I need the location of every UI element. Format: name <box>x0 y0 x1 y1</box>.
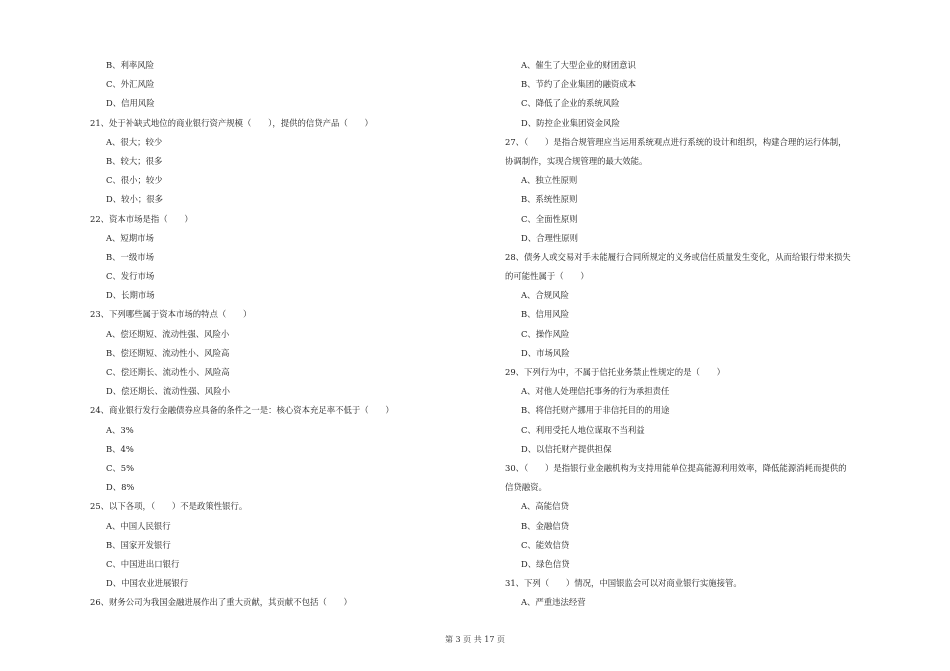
answer-option: B、利率风险 <box>106 60 155 70</box>
question-text: 27、（ ）是指合规管理应当运用系统观点进行系统的设计和组织，构建合理的运行体制， <box>505 136 847 147</box>
question-text: 31、下列（ ）情况，中国银监会可以对商业银行实施接管。 <box>505 578 742 589</box>
answer-option: C、偿还期长、流动性小、风险高 <box>106 367 230 377</box>
answer-option: A、合规风险 <box>521 290 569 301</box>
question-text: 23、下列哪些属于资本市场的特点（ ） <box>90 309 252 320</box>
answer-option: A、对他人处理信托事务的行为承担责任 <box>521 386 670 397</box>
answer-option: A、短期市场 <box>106 232 154 243</box>
right-column <box>505 56 915 612</box>
question-text: 26、财务公司为我国金融进展作出了重大贡献，其贡献不包括（ ） <box>90 597 352 608</box>
question-text: 28、债务人或交易对手未能履行合同所规定的义务或信任质量发生变化，从而给银行带来损失 <box>505 251 851 262</box>
answer-option: D、绿色信贷 <box>521 558 570 569</box>
answer-option: A、中国人民银行 <box>106 520 171 531</box>
answer-option: D、防控企业集团资金风险 <box>521 117 620 128</box>
answer-option: C、能效信贷 <box>521 539 570 550</box>
answer-option: B、4% <box>106 443 134 454</box>
answer-option: A、高能信贷 <box>521 501 569 512</box>
answer-option: B、较大；很多 <box>106 155 163 166</box>
answer-option: B、将信托财产挪用于非信托目的的用途 <box>521 405 670 416</box>
answer-option: D、以信托财产提供担保 <box>521 443 612 454</box>
answer-option: A、偿还期短、流动性强、风险小 <box>106 328 230 339</box>
answer-option: A、催生了大型企业的财团意识 <box>521 60 636 70</box>
answer-option: B、金融信贷 <box>521 520 570 531</box>
answer-option: D、长期市场 <box>106 290 155 301</box>
question-text: 21、处于补缺式地位的商业银行资产规模（ ），提供的信贷产品（ ） <box>90 117 373 128</box>
page-footer: 第 3 页 共 17 页 <box>445 635 505 644</box>
question-text: 30、（ ）是指银行业金融机构为支持用能单位提高能源利用效率，降低能源消耗而提供的 <box>505 462 847 473</box>
answer-option: C、降低了企业的系统风险 <box>521 98 620 109</box>
answer-option: C、中国进出口银行 <box>106 558 180 569</box>
answer-option: D、市场风险 <box>521 347 570 358</box>
answer-option: A、独立性原则 <box>521 175 578 186</box>
answer-option: B、国家开发银行 <box>106 539 171 550</box>
answer-option: D、较小；很多 <box>106 194 163 205</box>
question-text: 29、下列行为中，不属于信托业务禁止性规定的是（ ） <box>505 367 726 377</box>
answer-option: D、8% <box>106 482 135 493</box>
answer-option: B、节约了企业集团的融资成本 <box>521 79 637 90</box>
left-column <box>90 56 460 612</box>
answer-option: C、操作风险 <box>521 328 570 339</box>
answer-option: B、系统性原则 <box>521 194 578 205</box>
question-text: 的可能性属于（ ） <box>505 271 589 282</box>
answer-option: C、很小；较少 <box>106 175 163 186</box>
answer-option: A、严重违法经营 <box>521 597 586 608</box>
answer-option: A、3% <box>106 424 134 435</box>
answer-option: B、一级市场 <box>106 251 155 262</box>
answer-option: C、外汇风险 <box>106 79 155 90</box>
question-text: 22、资本市场是指（ ） <box>90 213 193 224</box>
answer-option: D、信用风险 <box>106 98 155 109</box>
question-text: 信贷融资。 <box>505 482 547 493</box>
question-text: 协调制作，实现合规管理的最大效能。 <box>505 155 648 166</box>
answer-option: C、发行市场 <box>106 271 155 282</box>
question-text: 24、商业银行发行金融债券应具备的条件之一是：核心资本充足率不低于（ ） <box>90 405 394 416</box>
answer-option: B、信用风险 <box>521 309 570 320</box>
answer-option: D、偿还期长、流动性强、风险小 <box>106 386 230 397</box>
answer-option: A、很大；较少 <box>106 136 163 147</box>
question-text: 25、以下各项，（ ）不是政策性银行。 <box>90 501 248 512</box>
answer-option: C、利用受托人地位谋取不当利益 <box>521 424 645 435</box>
answer-option: D、合理性原则 <box>521 232 578 243</box>
answer-option: B、偿还期短、流动性小、风险高 <box>106 347 230 358</box>
answer-option: D、中国农业进展银行 <box>106 578 189 589</box>
answer-option: C、5% <box>106 462 135 473</box>
answer-option: C、全面性原则 <box>521 213 578 224</box>
